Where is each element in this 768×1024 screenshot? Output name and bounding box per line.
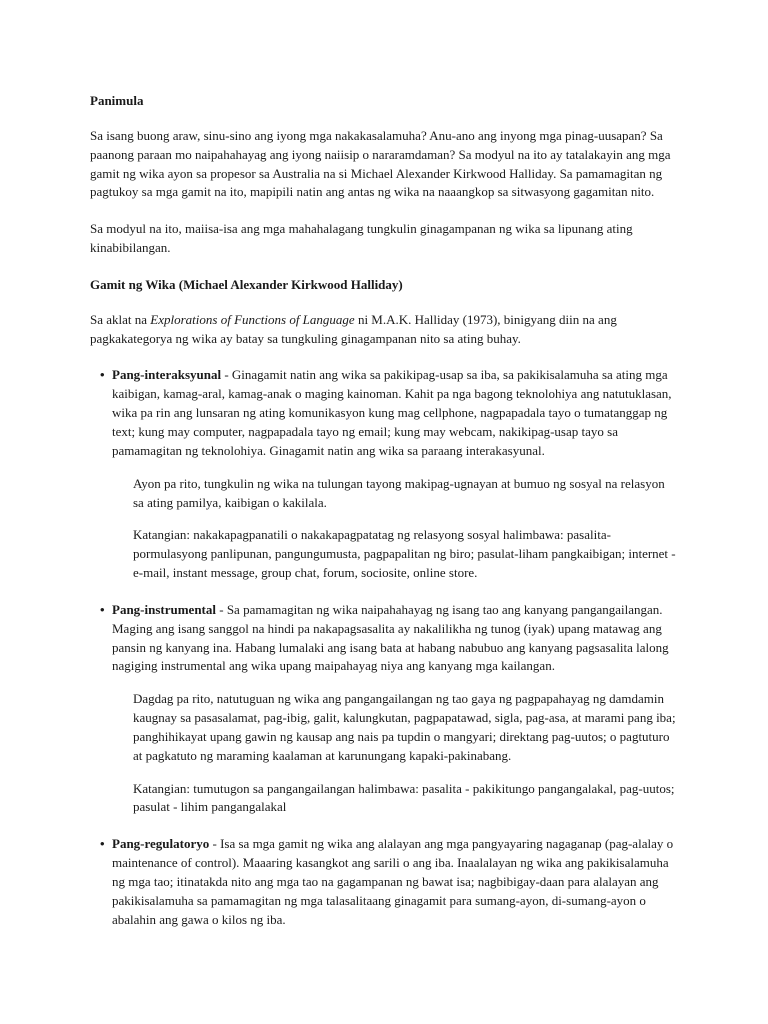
sub-paragraph: Katangian: nakakapagpanatili o nakakapagpatatag ng relasyong sosyal halimbawa: pasalita-pormulasyong panlipunan, pangungumusta, pagpapalitan ng biro; pasulat-liham pangkaibigan; internet - e-mail, instant message, group chat, forum, sociosite, online store. xyxy=(133,527,676,581)
book-title: Explorations of Functions of Language xyxy=(150,311,355,327)
bullet-icon: • xyxy=(100,601,105,617)
item-description: - Ginagamit natin ang wika sa pakikipag-usap sa iba, sa pakikisalamuha sa ating mga kaibigan, kamag-aral, kamag-anak o maging kainoman. Kahit pa nga bagong teknolohiya ang natutuklasan, wika pa rin ang lunsaran ng ating komunikasyon kung mag cellphone, nagpapadala tayo o tumatanggap ng text; kung may computer, nagpapadala tayo ng email; kung may webcam, nakikipag-usap tayo sa pamamagitan ng teknolohiya. Ginagamit natin ang wika sa paraang interakasyunal. xyxy=(112,367,672,458)
section-intro-after: ni M.A.K. Halliday (1973), binigyang diin na ang pagkakategorya ng wika ay batay sa tungkuling ginagampanan nito sa ating buhay. xyxy=(90,311,617,346)
list-item-pang-regulatoryo xyxy=(90,835,678,929)
list-item-pang-instrumental xyxy=(90,601,678,817)
item-text xyxy=(112,601,678,676)
section-intro xyxy=(90,311,678,349)
bullet-icon: • xyxy=(100,836,105,852)
function-list xyxy=(90,366,678,929)
section-heading: Gamit ng Wika (Michael Alexander Kirkwood Halliday) xyxy=(90,276,403,292)
sub-paragraph: Katangian: tumutugon sa pangangailangan halimbawa: pasalita - pakikitungo pangangalakal, pag-uutos; pasulat - lihim pangangalakal xyxy=(133,780,675,815)
item-text xyxy=(112,835,678,929)
heading-panimula: Panimula xyxy=(90,93,144,108)
list-item-pang-interaksyunal xyxy=(90,366,678,582)
item-description: - Isa sa mga gamit ng wika ang alalayan ang mga pangyayaring nagaganap (pag-alalay o maintenance of control). Maaaring kasangkot ang sarili o ang iba. Inaalalayan ng wika ang pakikisalamuha ng mga tao; itinatakda nito ang mga tao na gagampanan ng bawat isa; nagbibigay-daan para alalayan ang pakikisalamuha sa pamamagitan ng mga talasalitaang ginagamit para sumang-ayon, di-sumang-ayon o abalahin ang gawa o kilos ng iba. xyxy=(112,836,674,927)
sub-paragraph: Ayon pa rito, tungkulin ng wika na tulungan tayong makipag-ugnayan at bumuo ng sosyal na relasyon sa ating pamilya, kaibigan o kakilala. xyxy=(133,475,665,510)
intro-paragraph: Sa modyul na ito, maiisa-isa ang mga mahahalagang tungkulin ginagampanan ng wika sa lipunang ating kinabibilangan. xyxy=(90,221,633,256)
item-term: Pang-interaksyunal xyxy=(112,367,222,383)
intro-paragraph: Sa isang buong araw, sinu-sino ang iyong mga nakakasalamuha? Anu-ano ang inyong mga pinag-uusapan? Sa paanong paraan mo naipahahayag ang iyong naiisip o nararamdaman? Sa modyul na ito ay tatalakayin ang mga gamit ng wika ayon sa propesor sa Australia na si Michael Alexander Kirkwood Halliday. Sa pamamagitan ng pagtukoy sa mga gamit na ito, mapipili natin ang antas ng wika na naaangkop sa sitwasyong gagamitan nito. xyxy=(90,127,671,200)
item-description: - Sa pamamagitan ng wika naipahahayag ng isang tao ang kanyang pangangailangan. Maging ang isang sanggol na hindi pa nakapagsasalita ay nakalilikha ng tunog (iyak) upang matawag ang pansin ng kanyang ina. Habang lumalaki ang isang bata at habang nabubuo ang kanyang pagsasalita lalong nagiging instrumental ang wika upang maipahayag niya ang kanyang mga kailangan. xyxy=(112,601,669,674)
bullet-icon: • xyxy=(100,367,105,383)
item-term: Pang-instrumental xyxy=(112,601,216,617)
sub-paragraph: Dagdag pa rito, natutuguan ng wika ang pangangailangan ng tao gaya ng pagpapahayag ng damdamin kaugnay sa pasasalamat, pag-ibig, galit, kalungkutan, pagpapatawad, sigla, pag-asa, at marami pang iba; panghihikayat upang gawin ng kausap ang nais pa tupdin o mangyari; direktang pag-uutos; o pagtuturo at pagkatuto ng maraming kaalaman at karunungang kapaki-pakinabang. xyxy=(133,691,676,763)
section-intro-before: Sa aklat na xyxy=(90,311,151,327)
item-term: Pang-regulatoryo xyxy=(112,836,210,852)
item-text xyxy=(112,366,678,460)
